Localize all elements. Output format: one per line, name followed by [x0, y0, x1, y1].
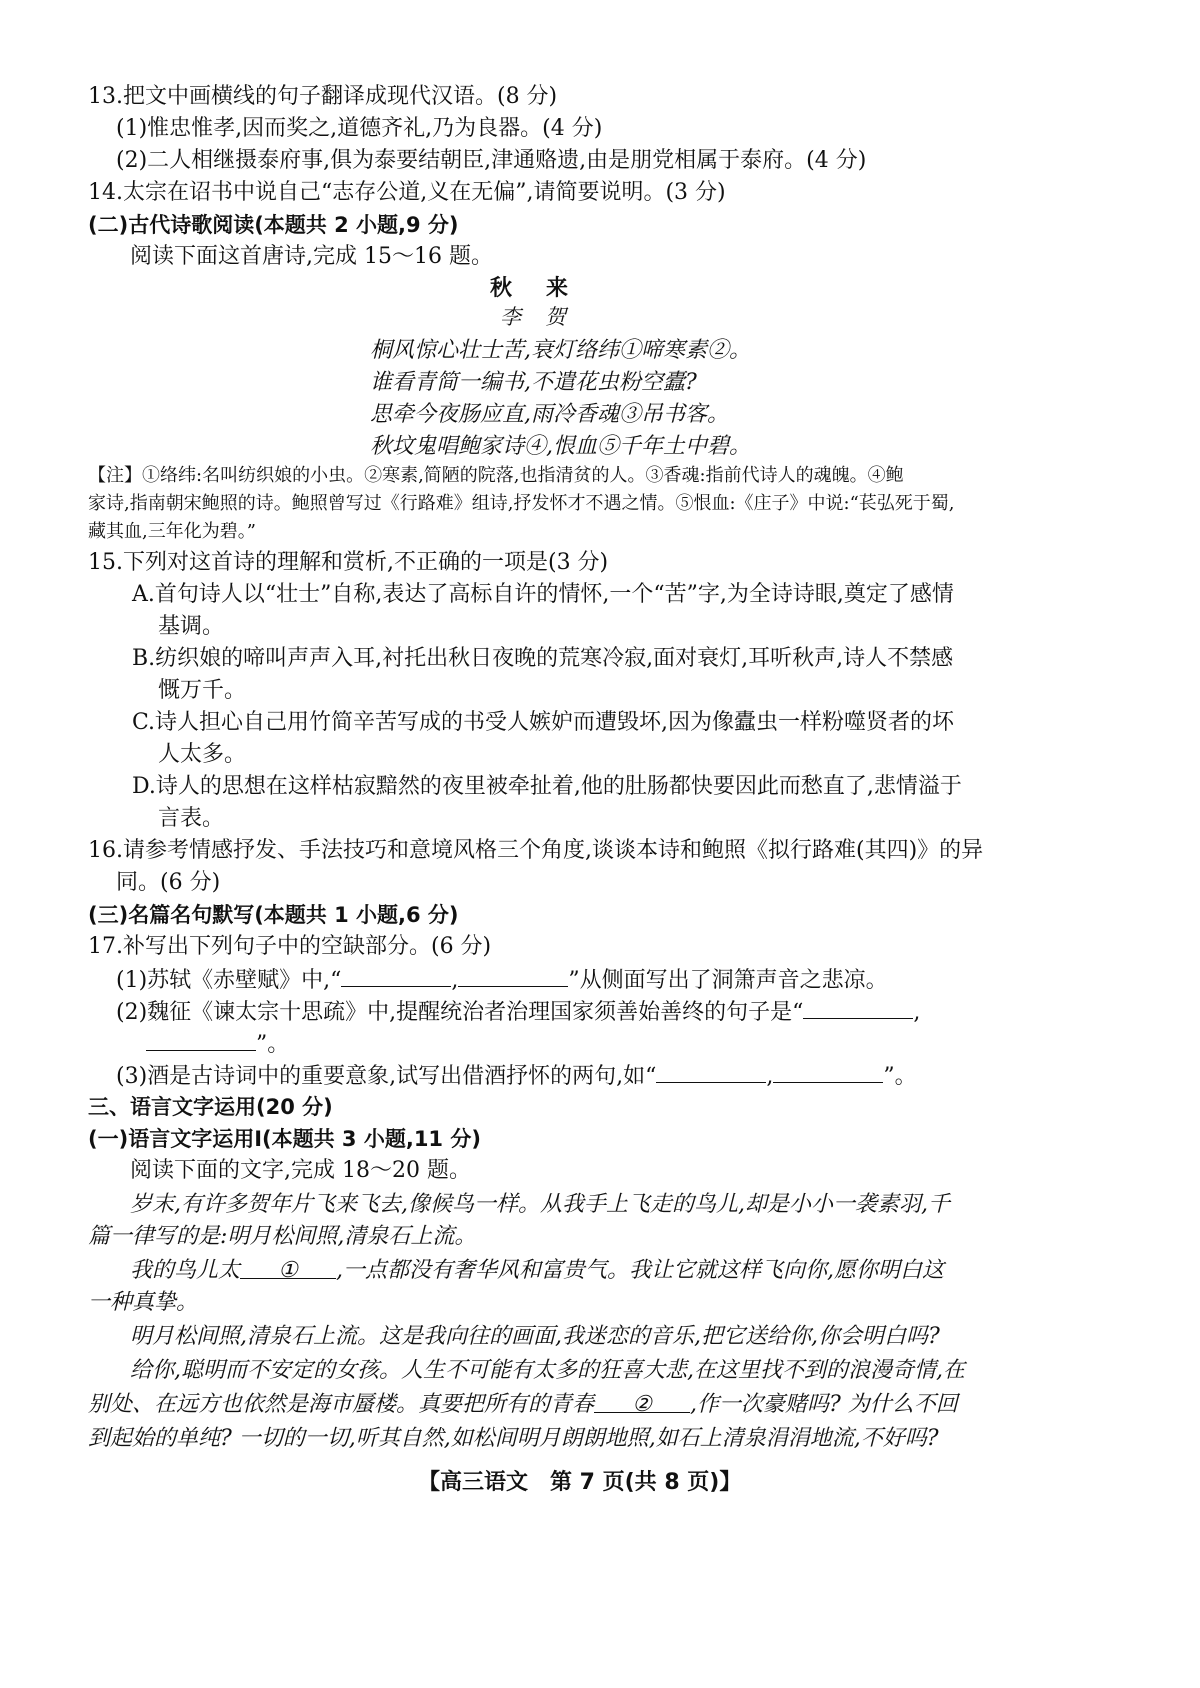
- q17-1-text-b: ,: [451, 968, 459, 993]
- page-footer: 【高三语文 第 7 页(共 8 页)】: [418, 1470, 742, 1495]
- q17-1-text-a: (1)苏轼《赤壁赋》中,“: [116, 968, 342, 993]
- passage-p2-line-2: 一种真挚。: [88, 1290, 199, 1315]
- answer-blank[interactable]: [146, 1028, 256, 1051]
- passage-p4-text-a: 别处、在远方也依然是海市蜃楼。真要把所有的青春: [88, 1392, 595, 1417]
- poem-author: 李贺: [500, 305, 590, 329]
- passage-blank-1[interactable]: ①: [240, 1256, 336, 1279]
- poem-note-line-3: 藏其血,三年化为碧。”: [88, 521, 256, 542]
- option-a-line-1: A.首句诗人以“壮士”自称,表达了高标自许的情怀,一个“苦”字,为全诗诗眼,奠定了感情: [132, 582, 954, 607]
- passage-p2-text-a: 我的鸟儿太: [130, 1258, 241, 1283]
- option-d-line-2: 言表。: [158, 806, 225, 831]
- question-13: 13.把文中画横线的句子翻译成现代汉语。(8 分): [88, 84, 558, 109]
- answer-blank[interactable]: [773, 1060, 883, 1083]
- section-heading-poetry: (二)古代诗歌阅读(本题共 2 小题,9 分): [88, 213, 459, 237]
- q17-3-text-b: ,: [766, 1064, 774, 1089]
- answer-blank[interactable]: [656, 1060, 766, 1083]
- q17-2-text-a: (2)魏征《谏太宗十思疏》中,提醒统治者治理国家须善始善终的句子是“: [116, 1000, 804, 1025]
- passage-blank-2[interactable]: ②: [594, 1390, 690, 1413]
- q17-3-text-a: (3)酒是古诗词中的重要意象,试写出借酒抒怀的两句,如“: [116, 1064, 657, 1089]
- option-c-line-1: C.诗人担心自己用竹简辛苦写成的书受人嫉妒而遭毁坏,因为像蠹虫一样粉噬贤者的坏: [132, 710, 955, 735]
- poem-title: 秋来: [490, 276, 603, 301]
- option-c-line-2: 人太多。: [158, 742, 247, 767]
- section-heading-recitation: (三)名篇名句默写(本题共 1 小题,6 分): [88, 903, 459, 927]
- question-13-item-1: (1)惟忠惟孝,因而奖之,道德齐礼,乃为良器。(4 分): [116, 116, 603, 141]
- q17-3-text-c: ”。: [883, 1064, 917, 1089]
- question-17-item-1: [116, 964, 888, 996]
- option-d-line-1: D.诗人的思想在这样枯寂黯然的夜里被牵扯着,他的肚肠都快要因此而愁直了,悲情溢于: [132, 774, 962, 799]
- question-17-item-3: [116, 1060, 917, 1092]
- passage-p1-line-1: 岁末,有许多贺年片飞来飞去,像候鸟一样。从我手上飞走的鸟儿,却是小小一袭素羽,千: [130, 1192, 950, 1217]
- answer-blank[interactable]: [458, 964, 568, 987]
- poetry-intro: 阅读下面这首唐诗,完成 15～16 题。: [130, 244, 493, 269]
- section-heading-language-1: (一)语言文字运用Ⅰ(本题共 3 小题,11 分): [88, 1127, 481, 1151]
- poem-line-4: 秋坟鬼唱鲍家诗④,恨血⑤千年土中碧。: [370, 434, 751, 459]
- q17-2-text-b: ,: [913, 1000, 921, 1025]
- question-13-item-2: (2)二人相继摄泰府事,俱为泰要结朝臣,津通赂遗,由是朋党相属于泰府。(4 分): [116, 148, 867, 173]
- passage-p1-line-2: 篇一律写的是:明月松间照,清泉石上流。: [88, 1224, 477, 1249]
- passage-p4-line-3: 到起始的单纯? 一切的一切,听其自然,如松间明月朗朗地照,如石上清泉涓涓地流,不好吗?: [88, 1426, 939, 1451]
- question-16-line-2: 同。(6 分): [116, 870, 221, 895]
- question-15: 15.下列对这首诗的理解和赏析,不正确的一项是(3 分): [88, 550, 609, 575]
- passage-p4-line-1: 给你,聪明而不安定的女孩。人生不可能有太多的狂喜大悲,在这里找不到的浪漫奇情,在: [130, 1358, 965, 1383]
- question-17: 17.补写出下列句子中的空缺部分。(6 分): [88, 934, 492, 959]
- question-17-item-2-cont: [146, 1028, 289, 1060]
- answer-blank[interactable]: [803, 996, 913, 1019]
- poem-line-1: 桐风惊心壮士苦,衰灯络纬①啼寒素②。: [370, 338, 751, 363]
- question-16-line-1: 16.请参考情感抒发、手法技巧和意境风格三个角度,谈谈本诗和鲍照《拟行路难(其四)》的异: [88, 838, 984, 863]
- option-a-line-2: 基调。: [158, 614, 225, 639]
- option-b-line-2: 慨万千。: [158, 678, 247, 703]
- answer-blank[interactable]: [341, 964, 451, 987]
- passage-p4-text-b: ,作一次豪赌吗? 为什么不回: [690, 1392, 958, 1417]
- question-17-item-2: [116, 996, 920, 1028]
- passage-p2-text-b: ,一点都没有奢华风和富贵气。我让它就这样飞向你,愿你明白这: [336, 1258, 945, 1283]
- poem-line-2: 谁看青简一编书,不遣花虫粉空蠹?: [370, 370, 697, 395]
- q17-1-text-c: ”从侧面写出了洞箫声音之悲凉。: [568, 968, 888, 993]
- q17-2-text-c: ”。: [256, 1032, 290, 1057]
- passage-p3: 明月松间照,清泉石上流。这是我向往的画面,我迷恋的音乐,把它送给你,你会明白吗?: [130, 1324, 940, 1349]
- passage-p2-line-1: [130, 1256, 944, 1286]
- option-b-line-1: B.纺织娘的啼叫声声入耳,衬托出秋日夜晚的荒寒冷寂,面对衰灯,耳听秋声,诗人不禁感: [132, 646, 954, 671]
- passage-p4-line-2: [88, 1390, 958, 1420]
- poem-line-3: 思牵今夜肠应直,雨冷香魂③吊书客。: [370, 402, 729, 427]
- language-intro: 阅读下面的文字,完成 18～20 题。: [130, 1158, 471, 1183]
- poem-note-line-2: 家诗,指南朝宋鲍照的诗。鲍照曾写过《行路难》组诗,抒发怀才不遇之情。⑤恨血:《庄子》中说:“苌弘死于蜀,: [88, 493, 955, 514]
- poem-note-line-1: 【注】①络纬:名叫纺织娘的小虫。②寒素,简陋的院落,也指清贫的人。③香魂:指前代诗人的魂魄。④鲍: [88, 465, 904, 486]
- question-14: 14.太宗在诏书中说自己“志存公道,义在无偏”,请简要说明。(3 分): [88, 180, 726, 205]
- part-heading-language: 三、语言文字运用(20 分): [88, 1095, 333, 1119]
